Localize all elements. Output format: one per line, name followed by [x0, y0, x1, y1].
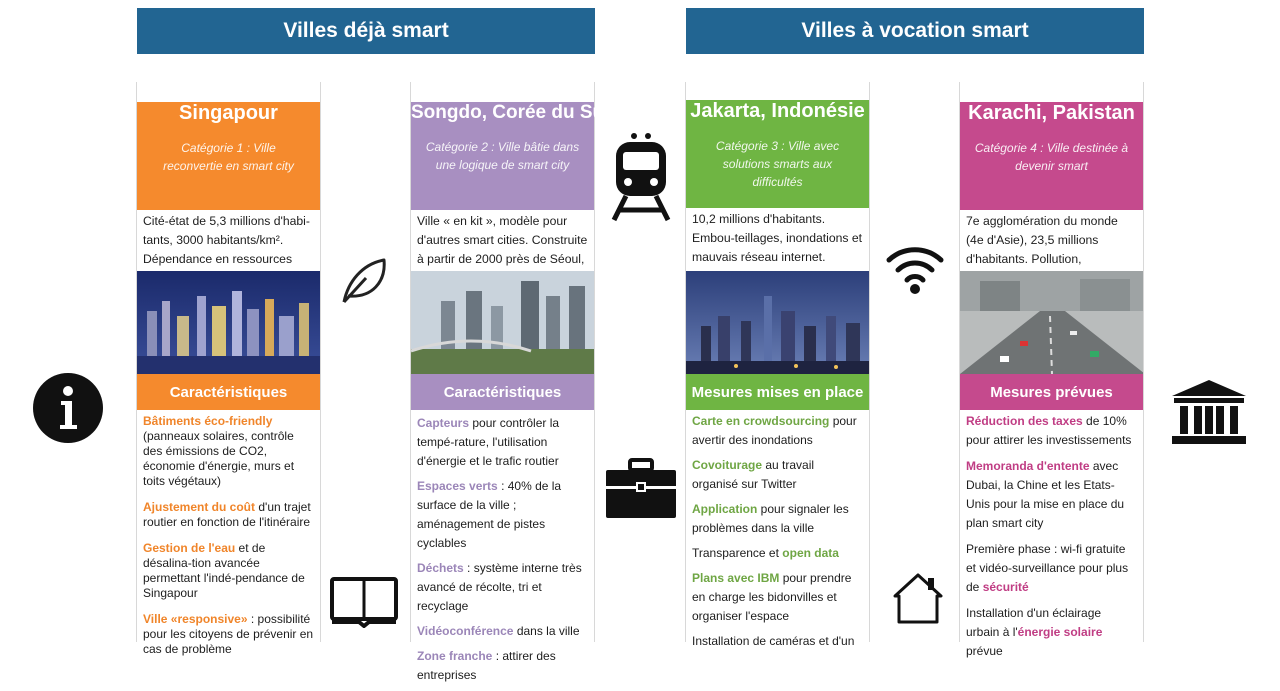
city-name: Karachi, Pakistan	[968, 102, 1135, 124]
banner-left: Villes déjà smart	[137, 8, 595, 54]
city-category: Catégorie 3 : Ville avec solutions smarts aux difficultés	[715, 139, 840, 189]
section-header: Caractéristiques	[411, 374, 594, 410]
list-item: Plans avec IBM pour prendre en charge les bidonvilles et organiser l'espace	[692, 571, 852, 623]
list-item: Première phase : wi-fi gratuite et vidéo-surveillance pour plus de sécurité	[966, 542, 1129, 594]
city-photo	[411, 271, 594, 374]
city-category: Catégorie 1 : Ville reconvertie en smart city	[163, 141, 294, 173]
city-card-songdo	[410, 82, 616, 682]
city-description: 7e agglomération du monde (4e d'Asie), 23,5 millions d'habitants. Pollution,	[966, 214, 1118, 266]
list-item: Application pour signaler les problèmes dans la ville	[692, 502, 849, 535]
city-photo	[686, 271, 869, 374]
list-item: Installation de caméras et d'un	[692, 634, 855, 648]
city-name: Jakarta, Indonésie	[690, 100, 865, 122]
list-item: Capteurs pour contrôler la tempé-rature, l'utilisation d'énergie et le trafic routier	[417, 416, 560, 468]
banner-right: Villes à vocation smart	[686, 8, 1144, 54]
list-item: Transparence et open data	[692, 546, 839, 560]
city-photo	[137, 271, 320, 374]
city-card-jakarta	[685, 82, 870, 648]
section-header: Mesures prévues	[960, 374, 1143, 410]
city-description: 10,2 millions d'habitants. Embou-teillages, inondations et mauvais réseau internet.	[692, 212, 863, 264]
feature-list	[960, 412, 1143, 668]
list-item: Zone franche : attirer des entreprises	[417, 649, 556, 682]
leaf-icon	[336, 252, 392, 313]
list-item: Installation d'un éclairage urbain à l'énergie solaire prévue	[966, 606, 1103, 658]
feature-list	[137, 414, 320, 668]
city-name: Songdo, Corée du Sud	[411, 102, 616, 123]
list-item: Covoiturage au travail organisé sur Twitter	[692, 458, 815, 491]
city-header	[960, 102, 1143, 210]
list-item: Ville «responsive» : possibilité pour les citoyens de prévenir en cas de problème	[143, 612, 314, 656]
city-category: Catégorie 4 : Ville destinée à devenir smart	[974, 141, 1129, 173]
city-header	[411, 102, 616, 210]
section-header: Mesures mises en place	[686, 374, 869, 410]
city-name: Singapour	[179, 102, 278, 124]
list-item: Carte en crowdsourcing pour avertir des inondations	[692, 414, 857, 447]
list-item: Memoranda d'entente avec Dubai, la Chine et les Etats-Unis pour la mise en place du plan smart city	[966, 459, 1125, 530]
city-description: Ville « en kit », modèle pour d'autres smart cities. Construite à partir de 2000 près de Séoul,	[417, 214, 588, 266]
wifi-icon	[885, 242, 945, 301]
city-description: Cité-état de 5,3 millions d'habi-tants, 3000 habitants/km². Dépendance en ressources	[143, 214, 310, 266]
city-header	[686, 100, 869, 208]
book-icon	[329, 576, 399, 633]
feature-list	[411, 414, 594, 691]
list-item: Vidéoconférence dans la ville	[417, 624, 580, 638]
house-icon	[892, 572, 944, 629]
list-item: Réduction des taxes de 10% pour attirer les investissements	[966, 414, 1132, 447]
city-card-singapore	[136, 82, 321, 656]
list-item: Gestion de l'eau et de désalina-tion avancée permettant l'indé-pendance de Singapour	[143, 541, 305, 600]
list-item: Bâtiments éco-friendly (panneaux solaires, contrôle des émissions de CO2, économie d'énergie, murs et toits végétaux)	[143, 414, 295, 488]
city-photo	[960, 271, 1143, 374]
list-item: Espaces verts : 40% de la surface de la ville ; aménagement de pistes cyclables	[417, 479, 562, 550]
list-item: Ajustement du coût d'un trajet routier en fonction de l'itinéraire	[143, 500, 311, 529]
train-icon	[610, 132, 672, 227]
city-header	[137, 102, 320, 210]
city-category: Catégorie 2 : Ville bâtie dans une logique de smart city	[425, 140, 580, 172]
feature-list	[686, 412, 869, 657]
list-item: Déchets : système interne très avancé de récolte, tri et recyclage	[417, 561, 582, 613]
briefcase-icon	[604, 458, 678, 525]
info-icon	[33, 373, 103, 448]
city-card-karachi	[959, 82, 1144, 658]
government-building-icon	[1170, 378, 1248, 451]
section-header: Caractéristiques	[137, 374, 320, 410]
